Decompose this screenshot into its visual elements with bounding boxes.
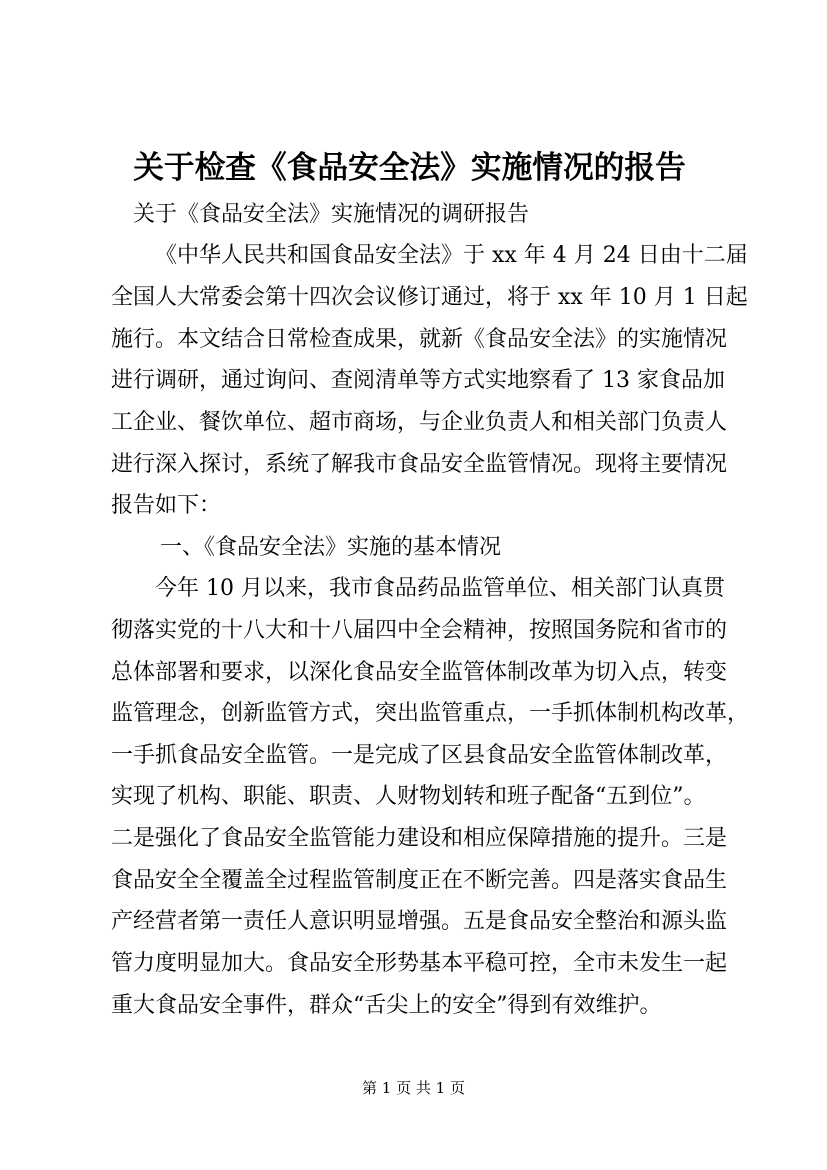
section-1-line-4: 监管理念，创新监管方式，突出监管重点，一手抓体制机构改革，	[111, 701, 750, 726]
intro-line-2: 全国人大常委会第十四次会议修订通过，将于 xx 年 10 月 1 日起	[111, 285, 748, 310]
document-title: 关于检查《食品安全法》实施情况的报告	[133, 150, 686, 186]
intro-line-7: 报告如下：	[111, 493, 222, 518]
section-1-heading: 一、《食品安全法》实施的基本情况	[160, 535, 502, 560]
section-1-line-2: 彻落实党的十八大和十八届四中全会精神，按照国务院和省市的	[111, 618, 728, 643]
section-1-line-10: 管力度明显加大。食品安全形势基本平稳可控，全市未发生一起	[111, 951, 728, 976]
document-subtitle: 关于《食品安全法》实施情况的调研报告	[133, 202, 530, 227]
section-1-line-8: 食品安全全覆盖全过程监管制度正在不断完善。四是落实食品生	[111, 868, 728, 893]
intro-line-3: 施行。本文结合日常检查成果，就新《食品安全法》的实施情况	[111, 327, 728, 352]
section-1-line-3: 总体部署和要求，以深化食品安全监管体制改革为切入点，转变	[111, 660, 728, 685]
intro-line-5: 工企业、餐饮单位、超市商场，与企业负责人和相关部门负责人	[111, 410, 728, 435]
intro-line-1: 《中华人民共和国食品安全法》于 xx 年 4 月 24 日由十二届	[155, 243, 748, 268]
intro-line-4: 进行调研，通过询问、查阅清单等方式实地察看了 13 家食品加	[111, 368, 725, 393]
section-1-line-11: 重大食品安全事件，群众“舌尖上的安全”得到有效维护。	[111, 993, 662, 1018]
page-footer: 第 1 页 共 1 页	[362, 1079, 465, 1097]
section-1-line-7: 二是强化了食品安全监管能力建设和相应保障措施的提升。三是	[111, 826, 728, 851]
section-1-line-5: 一手抓食品安全监管。一是完成了区县食品安全监管体制改革，	[111, 743, 728, 768]
section-1-line-1: 今年 10 月以来，我市食品药品监管单位、相关部门认真贯	[155, 576, 725, 601]
section-1-line-9: 产经营者第一责任人意识明显增强。五是食品安全整治和源头监	[111, 909, 728, 934]
section-1-line-6: 实现了机构、职能、职责、人财物划转和班子配备“五到位”。	[111, 784, 706, 809]
intro-line-6: 进行深入探讨，系统了解我市食品安全监管情况。现将主要情况	[111, 452, 728, 477]
